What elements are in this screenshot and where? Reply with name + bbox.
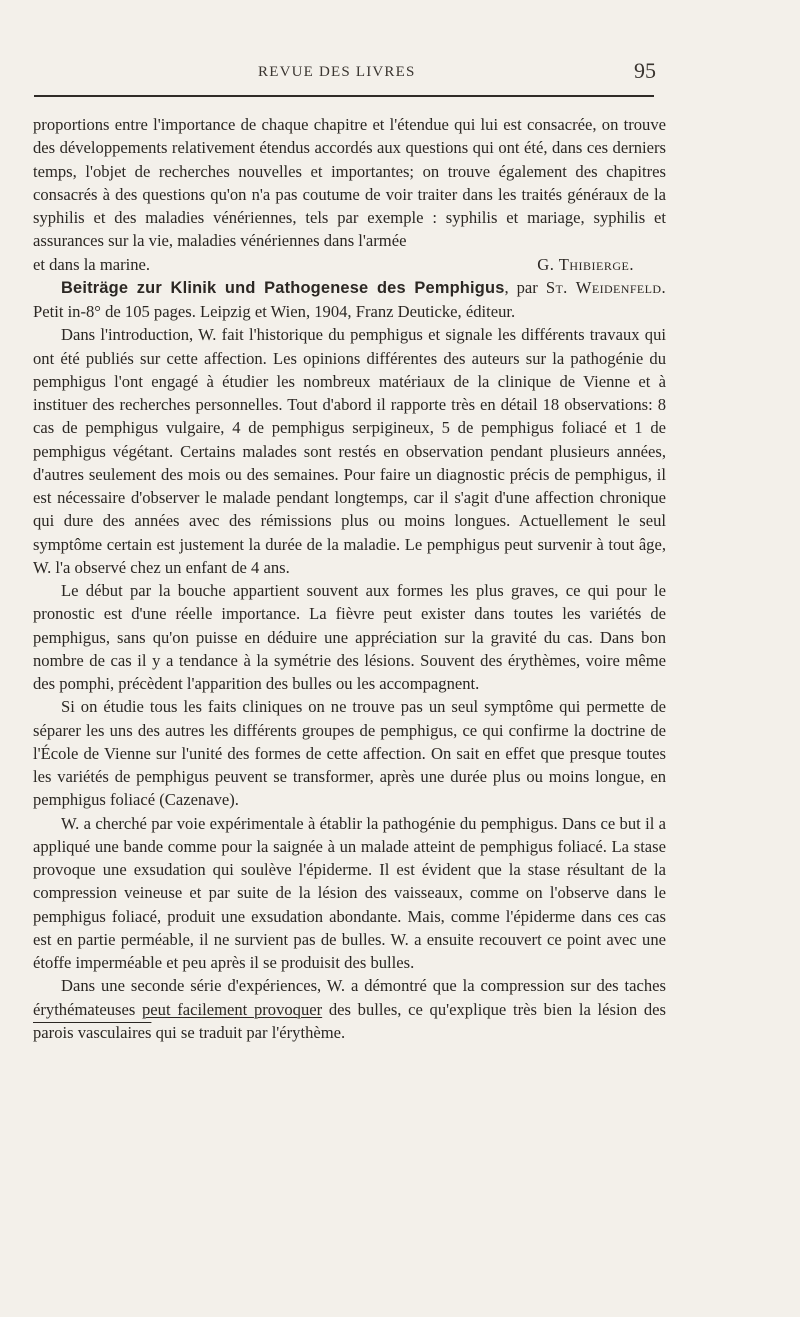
review2-paragraph-4: W. a cherché par voie expérimentale à établir la pathogénie du pemphigus. Dans ce but il a appliqué une bande comme pour la saignée à un malade atteint de pemphigus foliacé. La stase provoque une exsudation qui soulève l'épiderme. Il est évident que la stase résultant de la compression veineuse et par suite de la lésion des vaisseaux, comme on l'observe dans le pemphigus foliacé, produit une exsudation abondante. Mais, comme l'épiderme dans ces cas est en partie perméable, il ne survient pas de bulles. W. a ensuite recouvert ce point avec une étoffe imperméable et peu après il se produisit des bulles.: [33, 813, 666, 972]
overlined-phrase: parois vasculaires: [33, 1022, 152, 1042]
book-author: St. Weidenfeld.: [545, 277, 666, 297]
underlined-phrase: peut facilement provoquer: [141, 999, 323, 1019]
review1-signature-line: [33, 253, 666, 276]
review2-paragraph-1: Dans l'introduction, W. fait l'historique du pemphigus et signale les différents travaux qui ont été publiés sur cette affection. Les opinions différentes des auteurs sur la pathogénie du pemphigus l'ont engagé à étudier les nombreux matériaux de la clinique de Vienne et à instituer des recherches personnelles. Tout d'abord il rapporte très en détail 18 observations: 8 cas de pemphigus vulgaire, 4 de pemphigus serpigineux, 5 de pemphigus foliacé et 1 de pemphigus végétant. Certains malades sont restés en observation pendant plusieurs années, d'autres seulement des mois ou des semaines. Pour faire un diagnostic précis de pemphigus, il est nécessaire d'observer le malade pendant longtemps, car il s'agit d'une affection chronique qui dure des années avec des rémissions plus ou moins longues. Actuellement le seul symptôme certain est justement la durée de la maladie. Le pemphigus peut survenir à tout âge, W. l'a observé chez un enfant de 4 ans.: [33, 325, 666, 577]
book-publication: Petit in-8° de 105 pages. Leipzig et Wien, 1904, Franz Deuticke, éditeur.: [33, 302, 516, 321]
last-paragraph-end: qui se traduit par l'érythème.: [151, 1022, 346, 1042]
review1-text: proportions entre l'importance de chaque chapitre et l'étendue qui lui est consacrée, on trouve des développements relativement étendus accordés aux questions qui ont été, dans ces derniers temps, l'objet de recherches nouvelles et importantes; on trouve également des chapitres consacrés à des questions qu'on n'a pas coutume de voir traiter dans les traités généraux de la syphilis et des maladies vénériennes, tels par exemple : syphilis et mariage, syphilis et assurances sur la vie, maladies vénériennes dans l'armée: [33, 115, 666, 251]
review2-paragraph-2: Le début par la bouche appartient souvent aux formes les plus graves, ce qui pour le pronostic est d'une réelle importance. La fièvre peut exister dans toutes les variétés de pemphigus, sans qu'on puisse en déduire une appréciation sur la gravité du cas. Dans bon nombre de cas il y a tendance à la symétrie des lésions. Souvent des érythèmes, voire même des pomphi, précèdent l'apparition des bulles ou les accompagnent.: [33, 581, 666, 693]
review2-paragraph-5: [33, 974, 666, 1044]
running-title: REVUE DES LIVRES: [258, 64, 416, 80]
header-rule: [34, 95, 654, 97]
last-paragraph-middle: des bulles, ce qu'explique très bien la lésion des: [322, 999, 666, 1019]
review2-heading: [33, 276, 666, 324]
review2-paragraph-3: Si on étudie tous les faits cliniques on ne trouve pas un seul symptôme qui permette de séparer les uns des autres les différents groupes de pemphigus, ce qui confirme la doctrine de l'École de Vienne sur l'unité des formes de cette affection. On sait en effet que presque toutes les variétés de pemphigus peuvent se transformer, après une durée plus ou moins longue, en pemphigus foliacé (Cazenave).: [33, 697, 666, 810]
last-paragraph-start: Dans une seconde série d'expériences, W. a démontré que la compression sur des taches érythémateuses: [33, 976, 666, 1019]
review1-signature: G. Thibierge.: [537, 254, 634, 274]
book-by: , par: [504, 277, 538, 297]
review1-last-line: et dans la marine.: [33, 254, 151, 274]
page-number: 95: [634, 58, 656, 83]
running-head: [0, 58, 800, 88]
body-text: [33, 113, 666, 1044]
book-title: Beiträge zur Klinik und Pathogenese des Pemphigus: [61, 278, 505, 297]
